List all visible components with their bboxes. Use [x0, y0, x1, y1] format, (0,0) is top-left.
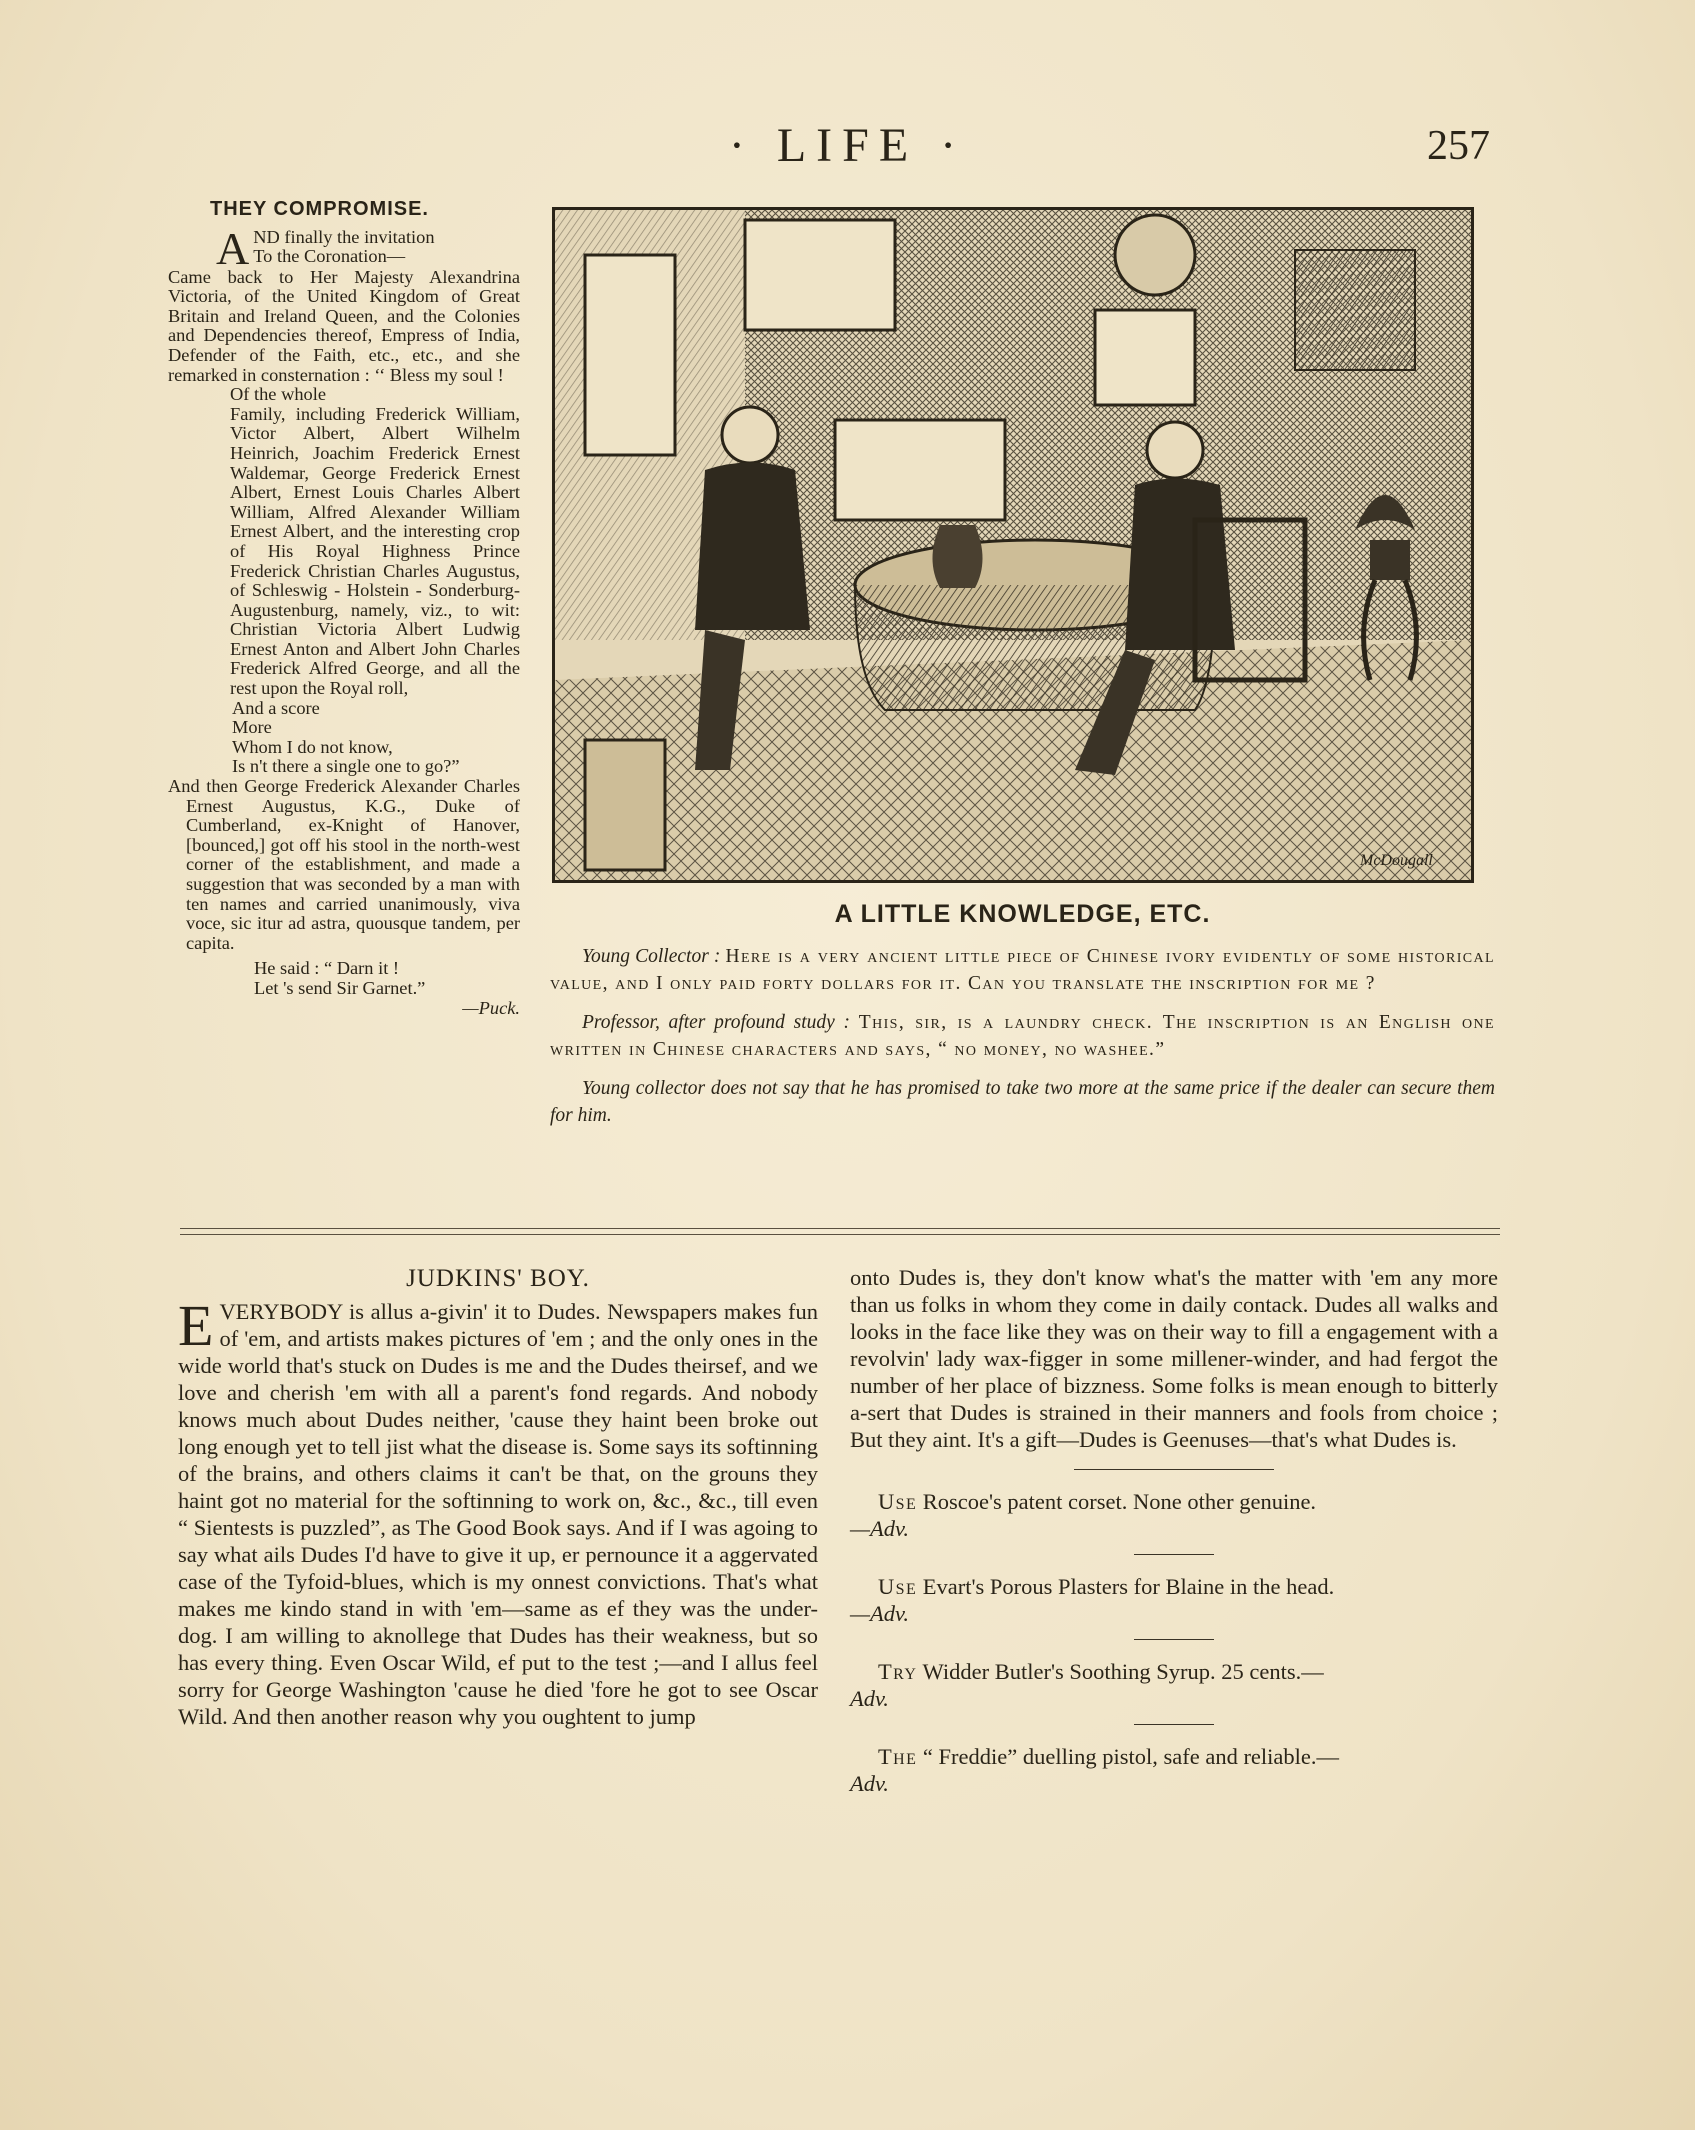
ad-text: Widder Butler's Soothing Syrup. 25 cents.—: [917, 1659, 1324, 1684]
ad-divider: [1134, 1724, 1214, 1725]
section-rule-top: [180, 1228, 1500, 1229]
poem-stanza-1: Came back to Her Majesty Alexandrina Victoria, of the United Kingdom of Great Britain and Ireland Queen, and the Colonies and Dependencies thereof, Empress of India, Defender of the Faith, etc., etc., and she remarked in consternation : ‘‘ Bless my soul !: [168, 266, 520, 385]
ad-tag: —Adv.: [850, 1601, 909, 1626]
poem-closing-2: Let 's send Sir Garnet.”: [254, 977, 426, 998]
speaker-professor: Professor, after profound study :: [582, 1012, 851, 1033]
poem-opening-line-1: ND finally the invitation: [253, 226, 435, 247]
poem-family-text: Family, including Frederick William, Victor Albert, Albert Wilhelm Heinrich, Joachim Frederick Ernest Waldemar, George Frederick Ernest Albert, Ernest Louis Charles Albert William, Alfred Alexander William Ernest Albert, and the interesting crop of His Royal Highness Prince Frederick Christian Charles Augustus, of Schleswig - Holstein - Sonderburg-Augustenburg, namely, viz., to wit: Christian Victoria Albert Ludwig Ernest Anton and Albert John Charles Frederick Alfred George, and all the rest upon the Royal roll,: [230, 403, 520, 699]
ad-divider-1: [1074, 1469, 1274, 1470]
caption-little-knowledge: [550, 900, 1495, 1141]
ads-list: [850, 1488, 1498, 1797]
speech-professor: This, sir, is a laundry check. The inscription is an English one written in Chinese characters and says, “ no money, no washee.”: [550, 1012, 1495, 1060]
poem-stanza-2: And then George Frederick Alexander Charles Ernest Augustus, K.G., Duke of Cumberland, ex-Knight of Hanover, [bounced,] got off his stool in the north-west corner of the establishment, and made a suggestion that was seconded by a man with ten names and carried unanimously, viva voce, sic itur ad astra, quousque tandem, per capita.: [168, 776, 520, 953]
poem-closing-1: He said : “ Darn it !: [254, 958, 400, 979]
ad-item: [850, 1658, 1498, 1712]
article-judkins-boy: [178, 1265, 818, 1730]
ad-text: Evart's Porous Plasters for Blaine in the head.: [917, 1574, 1335, 1599]
poem-source: —Puck.: [462, 997, 520, 1018]
judkins-dropcap: E: [178, 1293, 214, 1358]
ad-item: [850, 1573, 1498, 1627]
ad-item: [850, 1488, 1498, 1542]
ad-lead-word: Try: [878, 1659, 918, 1684]
illustration-collector-and-professor: [552, 207, 1474, 883]
ad-divider: [1134, 1554, 1214, 1555]
poem-they-compromise: [168, 200, 520, 1018]
poem-short-line-4: Is n't there a single one to go?”: [232, 756, 460, 777]
poem-opening-line-2: To the Coronation—: [253, 246, 406, 267]
ad-text: “ Freddie” duelling pistol, safe and reliable.—: [917, 1744, 1340, 1769]
poem-short-line-2: More: [232, 717, 272, 738]
ad-divider: [1134, 1639, 1214, 1640]
poem-family: [168, 405, 520, 699]
ad-lead-word: Use: [878, 1489, 918, 1514]
poem-dropcap: A: [216, 222, 250, 274]
page-number: 257: [1427, 123, 1490, 169]
section-rule-bottom: [180, 1234, 1500, 1235]
poem-line-of-whole: Of the whole: [230, 384, 327, 405]
judkins-title: JUDKINS' BOY.: [406, 1265, 590, 1292]
ad-text: Roscoe's patent corset. None other genuine.: [917, 1489, 1317, 1514]
speaker-young-collector: Young Collector :: [582, 946, 721, 967]
caption-dialogue-1: [550, 943, 1495, 997]
poem-short-line-3: Whom I do not know,: [232, 736, 393, 757]
poem-short-line-1: And a score: [232, 697, 320, 718]
speech-young-collector: Here is a very ancient little piece of Chinese ivory evidently of some historical value, and I only paid forty dollars for it. Can you translate the inscription for me ?: [550, 946, 1496, 994]
ad-tag: —Adv.: [850, 1516, 909, 1541]
engraving: [555, 210, 1471, 880]
ad-item: [850, 1743, 1498, 1797]
right-column: [850, 1264, 1498, 1797]
ad-tag: Adv.: [850, 1686, 889, 1711]
judkins-text: VERYBODY is allus a-givin' it to Dudes. Newspapers makes fun of 'em, and artists makes pictures of 'em ; and the only ones in the wide world that's stuck on Dudes is me and the Dudes theirsef, and we love and cherish 'em with all a parent's fond regards. And nobody knows much about Dudes neither, 'cause they haint been broke out long enough yet to tell jist what the disease is. Some says its softinning of the brains, and others claims it can't be that, on the grouns they haint got no material for the softinning to work on, &c., &c., till even “ Sientests is puzzled”, as The Good Book says. And if I was agoing to say what ails Dudes I'd have to give it up, er pernounce it a aggervated case of the Tyfoid-blues, which is my onnest convictions. That's what makes me kindo stand in with 'em—same as ef they was the under-dog. I am willing to aknollege that Dudes has their weakness, but so has every thing. Even Oscar Wild, ef put to the test ;—and I allus feel sorry for George Washington 'cause he died 'fore he got to see Oscar Wild. And then another reason why you oughtent to jump: [178, 1299, 818, 1729]
ad-lead-word: The: [878, 1744, 918, 1769]
judkins-continuation: onto Dudes is, they don't know what's the matter with 'em any more than us folks in whom they come in daily contack. Dudes all walks and looks in the face like they was on their way to fill a engagement with a revolvin' lady wax-figger in some millener-winder, and had fergot the number of her place of bizzness. Some folks is mean enough to bitterly a-sert that Dudes is strained in their manners and fools from choice ; But they aint. It's a gift—Dudes is Geenuses—that's what Dudes is.: [850, 1265, 1498, 1452]
illustration-signature: McDougall: [1360, 852, 1433, 869]
caption-title: A LITTLE KNOWLEDGE, ETC.: [834, 900, 1211, 928]
masthead-title: · LIFE ·: [728, 119, 967, 172]
poem-title: THEY COMPROMISE.: [210, 198, 429, 220]
caption-note: Young collector does not say that he has promised to take two more at the same price if the dealer can secure them for him.: [550, 1078, 1495, 1126]
ad-lead-word: Use: [878, 1574, 918, 1599]
ad-tag: Adv.: [850, 1771, 889, 1796]
caption-dialogue-2: [550, 1009, 1495, 1063]
